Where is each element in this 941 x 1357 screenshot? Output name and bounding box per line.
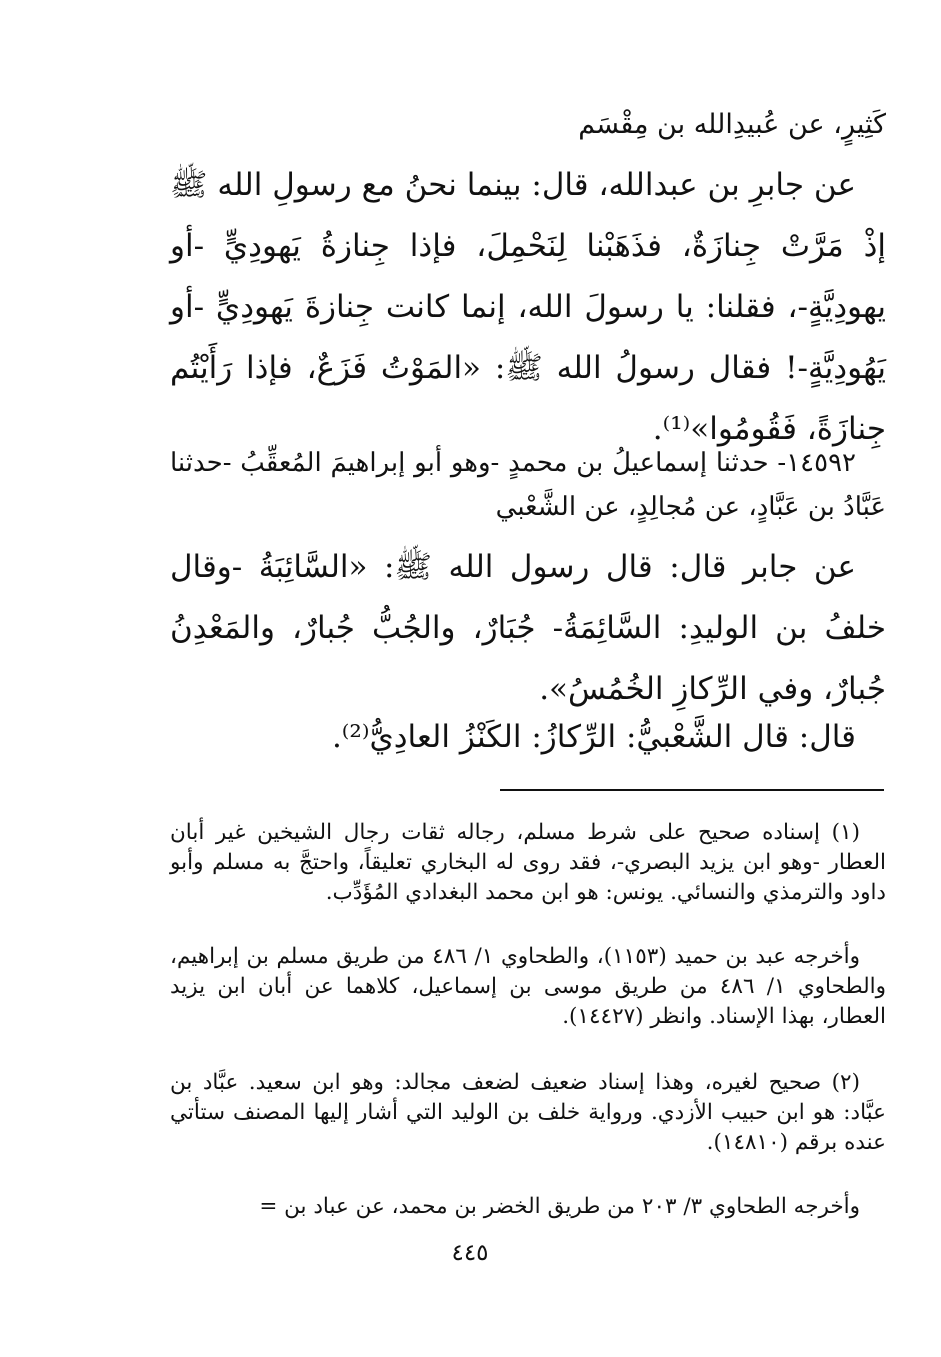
isnad-end-text: كَثِيرٍ، عن عُبيدِالله بن مِقْسَم [578, 109, 886, 140]
hadith-paragraph-2 [170, 537, 886, 720]
hadith-paragraph-1 [170, 155, 886, 460]
shabi-saying-text: قال: قال الشَّعْبيُّ: الرِّكازُ: الكَنْزُ العادِيُّ⁽²⁾. [331, 719, 856, 755]
footnote-1-para-2 [170, 942, 886, 1032]
page-number: ٤٤٥ [451, 1240, 489, 1266]
footnote-1-text-b: وأخرجه عبد بن حميد (١١٥٣)، والطحاوي ١/ ٤٨٦ من طريق مسلم بن إبراهيم، والطحاوي ١/ ٤٨٦ من طريق موسى بن إسماعيل، كلاهما عن أبان ابن يزيد العطار، بهذا الإسناد. وانظر (١٤٤٢٧). [170, 944, 886, 1029]
isnad-14592-text: ١٤٥٩٢- حدثنا إسماعيلُ بن محمدٍ -وهو أبو إبراهيمَ المُعقِّبُ -حدثنا عَبَّادُ بن عَبَّادٍ، عن مُجالِدٍ، عن الشَّعْبي [170, 448, 886, 522]
footnote-2-text-b: وأخرجه الطحاوي ٣/ ٢٠٣ من طريق الخضر بن محمد، عن عباد بن = [259, 1194, 860, 1219]
hadith-2-text: عن جابر قال: قال رسول الله ﷺ: «السَّائِبَةُ -وقال خلفُ بن الوليدِ: السَّائِمَةُ- جُبَارٌ، والجُبُّ جُبارٌ، والمَعْدِنُ جُبارٌ، وفي الرِّكازِ الخُمُسُ». [170, 549, 886, 707]
footnote-1-para-1 [170, 818, 886, 908]
isnad-paragraph-14592 [170, 441, 886, 529]
footnote-2-para-1 [170, 1068, 886, 1158]
footnote-2-para-2 [170, 1192, 886, 1222]
footnote-2-text-a: (٢) صحيح لغيره، وهذا إسناد ضعيف لضعف مجالد: وهو ابن سعيد. عبَّاد بن عبَّاد: هو ابن حبيب الأزدي. ورواية خلف بن الوليد التي أشار إليها المصنف ستأتي عنده برقم (١٤٨١٠). [170, 1070, 886, 1155]
isnad-continuation [170, 107, 886, 143]
footnote-divider [500, 789, 884, 791]
shabi-saying-paragraph [170, 707, 886, 768]
footnote-1-text-a: (١) إسناده صحيح على شرط مسلم، رجاله ثقات رجال الشيخين غير أبان العطار -وهو ابن يزيد البصري-، فقد روى له البخاري تعليقاً، واحتجَّ به مسلم وأبو داود والترمذي والنسائي. يونس: هو ابن محمد البغدادي المُؤَدِّب. [170, 820, 886, 905]
hadith-1-text: عن جابرِ بن عبدالله، قال: بينما نحنُ مع رسولِ الله ﷺ إذْ مَرَّتْ جِنازَةٌ، فذَهَبْنا لِنَحْمِلَ، فإذا جِنازةُ يَهودِيٍّ -أو يهودِيَّةٍ-، فقلنا: يا رسولَ الله، إنما كانت جِنازةَ يَهودِيٍّ -أو يَهُودِيَّةٍ-! فقال رسولُ الله ﷺ: «المَوْتُ فَزَعٌ، فإذا رَأَيْتُم جِنازَةً، فَقُومُوا»⁽¹⁾. [170, 167, 886, 447]
